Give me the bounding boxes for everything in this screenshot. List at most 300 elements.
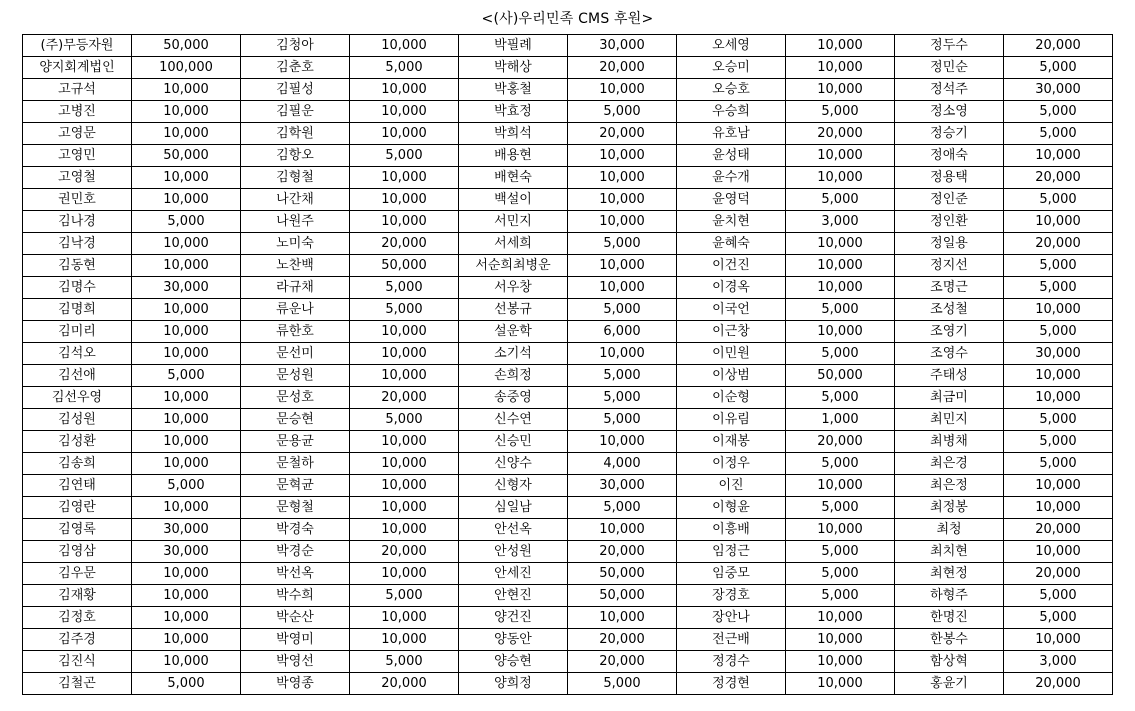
donor-name-cell: 고영민 bbox=[23, 145, 132, 167]
donation-amount-cell: 10,000 bbox=[568, 343, 677, 365]
donation-amount-cell: 10,000 bbox=[132, 651, 241, 673]
donor-name-cell: 김선우영 bbox=[23, 387, 132, 409]
donation-amount-cell: 10,000 bbox=[132, 321, 241, 343]
donation-amount-cell: 10,000 bbox=[350, 123, 459, 145]
table-row bbox=[23, 431, 1113, 453]
donation-amount-cell: 10,000 bbox=[1004, 541, 1113, 563]
donor-name-cell: 서순희최병운 bbox=[459, 255, 568, 277]
donor-name-cell: 박희석 bbox=[459, 123, 568, 145]
donor-name-cell: 윤영덕 bbox=[677, 189, 786, 211]
donation-amount-cell: 20,000 bbox=[1004, 673, 1113, 695]
donation-amount-cell: 5,000 bbox=[1004, 189, 1113, 211]
donor-name-cell: 김형철 bbox=[241, 167, 350, 189]
donor-name-cell: 김연태 bbox=[23, 475, 132, 497]
donor-name-cell: 장안나 bbox=[677, 607, 786, 629]
donation-amount-cell: 10,000 bbox=[568, 189, 677, 211]
donation-amount-cell: 30,000 bbox=[132, 277, 241, 299]
donation-amount-cell: 10,000 bbox=[132, 101, 241, 123]
donation-amount-cell: 5,000 bbox=[1004, 585, 1113, 607]
donation-amount-cell: 5,000 bbox=[350, 651, 459, 673]
donor-name-cell: 임중모 bbox=[677, 563, 786, 585]
donor-name-cell: 김석오 bbox=[23, 343, 132, 365]
table-row bbox=[23, 343, 1113, 365]
donor-name-cell: 김명희 bbox=[23, 299, 132, 321]
donation-amount-cell: 10,000 bbox=[350, 167, 459, 189]
donor-name-cell: 신승민 bbox=[459, 431, 568, 453]
donation-amount-cell: 10,000 bbox=[786, 629, 895, 651]
donor-name-cell: 윤수개 bbox=[677, 167, 786, 189]
donor-name-cell: 이형윤 bbox=[677, 497, 786, 519]
donation-amount-cell: 5,000 bbox=[132, 365, 241, 387]
donor-name-cell: 문형철 bbox=[241, 497, 350, 519]
donor-name-cell: 노미숙 bbox=[241, 233, 350, 255]
donor-name-cell: 이유림 bbox=[677, 409, 786, 431]
donation-amount-cell: 5,000 bbox=[786, 563, 895, 585]
donor-name-cell: 조영기 bbox=[895, 321, 1004, 343]
donation-amount-cell: 20,000 bbox=[1004, 167, 1113, 189]
donation-amount-cell: 10,000 bbox=[568, 79, 677, 101]
donation-amount-cell: 30,000 bbox=[132, 541, 241, 563]
donor-name-cell: 이진 bbox=[677, 475, 786, 497]
donation-amount-cell: 5,000 bbox=[568, 497, 677, 519]
donation-amount-cell: 10,000 bbox=[350, 431, 459, 453]
donation-amount-cell: 5,000 bbox=[350, 57, 459, 79]
donation-amount-cell: 10,000 bbox=[568, 431, 677, 453]
donor-name-cell: 김학원 bbox=[241, 123, 350, 145]
donor-name-cell: 윤혜숙 bbox=[677, 233, 786, 255]
donor-name-cell: 최금미 bbox=[895, 387, 1004, 409]
donor-name-cell: 김동현 bbox=[23, 255, 132, 277]
donor-name-cell: 최은경 bbox=[895, 453, 1004, 475]
donation-amount-cell: 10,000 bbox=[1004, 145, 1113, 167]
donation-amount-cell: 10,000 bbox=[350, 453, 459, 475]
donation-amount-cell: 10,000 bbox=[350, 79, 459, 101]
donor-name-cell: 오세영 bbox=[677, 35, 786, 57]
donor-name-cell: 이국언 bbox=[677, 299, 786, 321]
donation-amount-cell: 3,000 bbox=[786, 211, 895, 233]
donor-name-cell: 김나경 bbox=[23, 211, 132, 233]
donation-amount-cell: 10,000 bbox=[786, 475, 895, 497]
donation-amount-cell: 10,000 bbox=[568, 167, 677, 189]
donation-amount-cell: 5,000 bbox=[350, 585, 459, 607]
table-row bbox=[23, 145, 1113, 167]
donor-name-cell: 김영록 bbox=[23, 519, 132, 541]
donation-amount-cell: 10,000 bbox=[568, 277, 677, 299]
donation-amount-cell: 10,000 bbox=[132, 233, 241, 255]
donor-name-cell: 안현진 bbox=[459, 585, 568, 607]
donation-amount-cell: 5,000 bbox=[1004, 453, 1113, 475]
donor-name-cell: 문철하 bbox=[241, 453, 350, 475]
donation-amount-cell: 5,000 bbox=[568, 387, 677, 409]
donation-amount-cell: 10,000 bbox=[132, 299, 241, 321]
table-row bbox=[23, 519, 1113, 541]
donor-name-cell: 배용현 bbox=[459, 145, 568, 167]
donation-amount-cell: 5,000 bbox=[786, 585, 895, 607]
donor-name-cell: 류운나 bbox=[241, 299, 350, 321]
donor-name-cell: 김명수 bbox=[23, 277, 132, 299]
donation-amount-cell: 10,000 bbox=[132, 453, 241, 475]
donation-amount-cell: 5,000 bbox=[786, 101, 895, 123]
donor-name-cell: 김주경 bbox=[23, 629, 132, 651]
table-row bbox=[23, 277, 1113, 299]
donor-name-cell: 정인환 bbox=[895, 211, 1004, 233]
donation-amount-cell: 5,000 bbox=[350, 277, 459, 299]
donation-amount-cell: 20,000 bbox=[350, 233, 459, 255]
donation-amount-cell: 30,000 bbox=[568, 475, 677, 497]
donor-name-cell: 박홍철 bbox=[459, 79, 568, 101]
donation-amount-cell: 10,000 bbox=[132, 585, 241, 607]
donor-name-cell: 양희정 bbox=[459, 673, 568, 695]
donor-name-cell: 박영미 bbox=[241, 629, 350, 651]
donor-name-cell: 고영문 bbox=[23, 123, 132, 145]
donor-name-cell: 심일남 bbox=[459, 497, 568, 519]
table-row bbox=[23, 387, 1113, 409]
donor-name-cell: 정애숙 bbox=[895, 145, 1004, 167]
table-row bbox=[23, 255, 1113, 277]
donation-amount-cell: 10,000 bbox=[350, 365, 459, 387]
donation-amount-cell: 20,000 bbox=[786, 431, 895, 453]
donation-amount-cell: 5,000 bbox=[1004, 277, 1113, 299]
donor-name-cell: 문용균 bbox=[241, 431, 350, 453]
donation-amount-cell: 10,000 bbox=[786, 321, 895, 343]
donor-name-cell: 박경순 bbox=[241, 541, 350, 563]
donation-amount-cell: 10,000 bbox=[350, 321, 459, 343]
donor-name-cell: 안세진 bbox=[459, 563, 568, 585]
donor-name-cell: 이순형 bbox=[677, 387, 786, 409]
donation-amount-cell: 5,000 bbox=[132, 673, 241, 695]
donation-amount-cell: 10,000 bbox=[1004, 497, 1113, 519]
donor-name-cell: (주)무등자원 bbox=[23, 35, 132, 57]
donation-amount-cell: 10,000 bbox=[350, 519, 459, 541]
donation-amount-cell: 10,000 bbox=[786, 277, 895, 299]
donor-name-cell: 최청 bbox=[895, 519, 1004, 541]
donor-name-cell: 신수연 bbox=[459, 409, 568, 431]
donation-amount-cell: 20,000 bbox=[350, 541, 459, 563]
donation-amount-cell: 10,000 bbox=[786, 57, 895, 79]
donor-name-cell: 김재황 bbox=[23, 585, 132, 607]
donor-name-cell: 김영삼 bbox=[23, 541, 132, 563]
donation-amount-cell: 20,000 bbox=[1004, 519, 1113, 541]
donation-amount-cell: 5,000 bbox=[1004, 431, 1113, 453]
donation-amount-cell: 5,000 bbox=[786, 343, 895, 365]
donor-name-cell: 우승희 bbox=[677, 101, 786, 123]
donor-name-cell: 전근배 bbox=[677, 629, 786, 651]
donor-name-cell: 송중영 bbox=[459, 387, 568, 409]
donation-amount-cell: 10,000 bbox=[350, 343, 459, 365]
donation-amount-cell: 10,000 bbox=[786, 167, 895, 189]
donation-amount-cell: 20,000 bbox=[568, 123, 677, 145]
donor-name-cell: 장경호 bbox=[677, 585, 786, 607]
donation-amount-cell: 10,000 bbox=[132, 123, 241, 145]
table-row bbox=[23, 299, 1113, 321]
donation-amount-cell: 50,000 bbox=[132, 35, 241, 57]
table-row bbox=[23, 211, 1113, 233]
donation-amount-cell: 10,000 bbox=[1004, 387, 1113, 409]
donation-amount-cell: 10,000 bbox=[786, 79, 895, 101]
table-row bbox=[23, 673, 1113, 695]
donation-amount-cell: 5,000 bbox=[132, 475, 241, 497]
donor-name-cell: 서민지 bbox=[459, 211, 568, 233]
donor-name-cell: 박효정 bbox=[459, 101, 568, 123]
donation-amount-cell: 10,000 bbox=[786, 651, 895, 673]
donor-name-cell: 김필운 bbox=[241, 101, 350, 123]
table-row bbox=[23, 629, 1113, 651]
donation-amount-cell: 5,000 bbox=[786, 497, 895, 519]
donor-name-cell: 홍윤기 bbox=[895, 673, 1004, 695]
donor-name-cell: 한명진 bbox=[895, 607, 1004, 629]
table-row bbox=[23, 123, 1113, 145]
donation-amount-cell: 5,000 bbox=[1004, 57, 1113, 79]
donor-name-cell: 고규석 bbox=[23, 79, 132, 101]
donation-amount-cell: 20,000 bbox=[1004, 233, 1113, 255]
donation-amount-cell: 10,000 bbox=[132, 387, 241, 409]
donation-amount-cell: 10,000 bbox=[786, 673, 895, 695]
donation-amount-cell: 1,000 bbox=[786, 409, 895, 431]
donor-name-cell: 최병채 bbox=[895, 431, 1004, 453]
table-row bbox=[23, 101, 1113, 123]
donor-name-cell: 주태성 bbox=[895, 365, 1004, 387]
donation-amount-cell: 5,000 bbox=[568, 673, 677, 695]
donor-name-cell: 박선옥 bbox=[241, 563, 350, 585]
donation-amount-cell: 10,000 bbox=[132, 255, 241, 277]
donation-amount-cell: 20,000 bbox=[350, 673, 459, 695]
donor-name-cell: 신형자 bbox=[459, 475, 568, 497]
donor-name-cell: 박필례 bbox=[459, 35, 568, 57]
donor-name-cell: 박영선 bbox=[241, 651, 350, 673]
donation-amount-cell: 5,000 bbox=[350, 409, 459, 431]
donor-name-cell: 하형주 bbox=[895, 585, 1004, 607]
donation-amount-cell: 10,000 bbox=[786, 145, 895, 167]
table-row bbox=[23, 607, 1113, 629]
donation-amount-cell: 5,000 bbox=[568, 409, 677, 431]
donor-table bbox=[22, 34, 1113, 695]
donation-amount-cell: 10,000 bbox=[568, 211, 677, 233]
donation-amount-cell: 20,000 bbox=[568, 651, 677, 673]
donation-amount-cell: 10,000 bbox=[132, 431, 241, 453]
donor-name-cell: 김미리 bbox=[23, 321, 132, 343]
donor-name-cell: 박경숙 bbox=[241, 519, 350, 541]
donor-name-cell: 조명근 bbox=[895, 277, 1004, 299]
donor-name-cell: 박수희 bbox=[241, 585, 350, 607]
donation-amount-cell: 50,000 bbox=[786, 365, 895, 387]
donor-name-cell: 이경옥 bbox=[677, 277, 786, 299]
donation-amount-cell: 5,000 bbox=[568, 299, 677, 321]
donor-name-cell: 박해상 bbox=[459, 57, 568, 79]
donor-name-cell: 설운학 bbox=[459, 321, 568, 343]
donor-name-cell: 함상혁 bbox=[895, 651, 1004, 673]
donor-name-cell: 정석주 bbox=[895, 79, 1004, 101]
donation-amount-cell: 10,000 bbox=[568, 255, 677, 277]
donor-name-cell: 최현정 bbox=[895, 563, 1004, 585]
donation-amount-cell: 5,000 bbox=[1004, 321, 1113, 343]
donation-amount-cell: 10,000 bbox=[132, 629, 241, 651]
donation-amount-cell: 5,000 bbox=[1004, 409, 1113, 431]
donation-amount-cell: 5,000 bbox=[132, 211, 241, 233]
donor-name-cell: 한봉수 bbox=[895, 629, 1004, 651]
donation-amount-cell: 5,000 bbox=[568, 365, 677, 387]
donor-name-cell: 정승기 bbox=[895, 123, 1004, 145]
donor-name-cell: 권민호 bbox=[23, 189, 132, 211]
donation-amount-cell: 10,000 bbox=[350, 629, 459, 651]
donation-amount-cell: 20,000 bbox=[1004, 35, 1113, 57]
donor-name-cell: 조성철 bbox=[895, 299, 1004, 321]
donor-name-cell: 김진식 bbox=[23, 651, 132, 673]
donation-amount-cell: 10,000 bbox=[350, 35, 459, 57]
donor-name-cell: 문성원 bbox=[241, 365, 350, 387]
table-row bbox=[23, 79, 1113, 101]
donation-amount-cell: 3,000 bbox=[1004, 651, 1113, 673]
donation-amount-cell: 5,000 bbox=[568, 233, 677, 255]
donation-amount-cell: 5,000 bbox=[1004, 123, 1113, 145]
donor-name-cell: 김춘호 bbox=[241, 57, 350, 79]
donor-name-cell: 선봉규 bbox=[459, 299, 568, 321]
donor-name-cell: 이정우 bbox=[677, 453, 786, 475]
donor-name-cell: 정민순 bbox=[895, 57, 1004, 79]
donor-name-cell: 문선미 bbox=[241, 343, 350, 365]
donation-amount-cell: 5,000 bbox=[1004, 607, 1113, 629]
donor-name-cell: 김선애 bbox=[23, 365, 132, 387]
donor-name-cell: 김청아 bbox=[241, 35, 350, 57]
donor-name-cell: 최민지 bbox=[895, 409, 1004, 431]
donor-name-cell: 정소영 bbox=[895, 101, 1004, 123]
table-row bbox=[23, 35, 1113, 57]
donor-table-body bbox=[23, 35, 1113, 695]
table-row bbox=[23, 365, 1113, 387]
donation-amount-cell: 10,000 bbox=[132, 189, 241, 211]
donation-amount-cell: 10,000 bbox=[132, 497, 241, 519]
donor-name-cell: 김성환 bbox=[23, 431, 132, 453]
donor-name-cell: 이건진 bbox=[677, 255, 786, 277]
donor-name-cell: 오승미 bbox=[677, 57, 786, 79]
donation-amount-cell: 10,000 bbox=[132, 343, 241, 365]
donation-amount-cell: 20,000 bbox=[1004, 563, 1113, 585]
donor-name-cell: 신양수 bbox=[459, 453, 568, 475]
table-row bbox=[23, 541, 1113, 563]
donation-amount-cell: 30,000 bbox=[568, 35, 677, 57]
table-row bbox=[23, 651, 1113, 673]
donor-name-cell: 이재봉 bbox=[677, 431, 786, 453]
donor-name-cell: 노찬백 bbox=[241, 255, 350, 277]
table-row bbox=[23, 409, 1113, 431]
donation-amount-cell: 4,000 bbox=[568, 453, 677, 475]
table-row bbox=[23, 189, 1113, 211]
donation-amount-cell: 10,000 bbox=[1004, 211, 1113, 233]
donor-name-cell: 소기석 bbox=[459, 343, 568, 365]
donation-amount-cell: 10,000 bbox=[350, 101, 459, 123]
donation-amount-cell: 20,000 bbox=[568, 57, 677, 79]
donor-name-cell: 윤치현 bbox=[677, 211, 786, 233]
donation-amount-cell: 5,000 bbox=[350, 145, 459, 167]
donor-name-cell: 문승현 bbox=[241, 409, 350, 431]
donor-name-cell: 정두수 bbox=[895, 35, 1004, 57]
donor-name-cell: 김낙경 bbox=[23, 233, 132, 255]
donation-amount-cell: 10,000 bbox=[568, 145, 677, 167]
donation-amount-cell: 10,000 bbox=[568, 519, 677, 541]
donation-amount-cell: 10,000 bbox=[132, 409, 241, 431]
donation-amount-cell: 10,000 bbox=[1004, 629, 1113, 651]
page-title: <(사)우리민족 CMS 후원> bbox=[481, 11, 654, 27]
donor-name-cell: 김성원 bbox=[23, 409, 132, 431]
donation-amount-cell: 30,000 bbox=[132, 519, 241, 541]
table-row bbox=[23, 57, 1113, 79]
donor-name-cell: 양지회계법인 bbox=[23, 57, 132, 79]
donation-amount-cell: 10,000 bbox=[1004, 365, 1113, 387]
donor-name-cell: 김필성 bbox=[241, 79, 350, 101]
donation-amount-cell: 5,000 bbox=[786, 541, 895, 563]
donation-amount-cell: 5,000 bbox=[568, 101, 677, 123]
donor-name-cell: 문혁균 bbox=[241, 475, 350, 497]
donor-name-cell: 배현숙 bbox=[459, 167, 568, 189]
donor-name-cell: 오승호 bbox=[677, 79, 786, 101]
donor-name-cell: 김정호 bbox=[23, 607, 132, 629]
donor-name-cell: 서세희 bbox=[459, 233, 568, 255]
donor-name-cell: 박영종 bbox=[241, 673, 350, 695]
donor-name-cell: 임정근 bbox=[677, 541, 786, 563]
donor-name-cell: 손희정 bbox=[459, 365, 568, 387]
donor-name-cell: 김철곤 bbox=[23, 673, 132, 695]
donation-amount-cell: 100,000 bbox=[132, 57, 241, 79]
donor-name-cell: 이민원 bbox=[677, 343, 786, 365]
donor-name-cell: 김항오 bbox=[241, 145, 350, 167]
donation-amount-cell: 10,000 bbox=[350, 475, 459, 497]
table-row bbox=[23, 497, 1113, 519]
donation-amount-cell: 30,000 bbox=[1004, 79, 1113, 101]
donor-name-cell: 문성호 bbox=[241, 387, 350, 409]
table-row bbox=[23, 321, 1113, 343]
donor-name-cell: 양동안 bbox=[459, 629, 568, 651]
donation-amount-cell: 50,000 bbox=[568, 563, 677, 585]
donation-amount-cell: 50,000 bbox=[132, 145, 241, 167]
donor-name-cell: 양건진 bbox=[459, 607, 568, 629]
donor-name-cell: 고병진 bbox=[23, 101, 132, 123]
donor-name-cell: 이상범 bbox=[677, 365, 786, 387]
donation-amount-cell: 10,000 bbox=[568, 607, 677, 629]
donation-amount-cell: 10,000 bbox=[350, 607, 459, 629]
donation-amount-cell: 10,000 bbox=[786, 607, 895, 629]
donor-name-cell: 정지선 bbox=[895, 255, 1004, 277]
donor-name-cell: 김영란 bbox=[23, 497, 132, 519]
donation-amount-cell: 5,000 bbox=[786, 453, 895, 475]
donation-amount-cell: 5,000 bbox=[1004, 101, 1113, 123]
donor-name-cell: 안선옥 bbox=[459, 519, 568, 541]
donation-amount-cell: 5,000 bbox=[786, 189, 895, 211]
donation-amount-cell: 5,000 bbox=[1004, 255, 1113, 277]
donation-amount-cell: 10,000 bbox=[132, 563, 241, 585]
donor-name-cell: 최정봉 bbox=[895, 497, 1004, 519]
donation-amount-cell: 10,000 bbox=[1004, 299, 1113, 321]
donation-amount-cell: 20,000 bbox=[786, 123, 895, 145]
donation-amount-cell: 50,000 bbox=[350, 255, 459, 277]
donor-name-cell: 정용택 bbox=[895, 167, 1004, 189]
donation-amount-cell: 10,000 bbox=[1004, 475, 1113, 497]
donation-amount-cell: 50,000 bbox=[568, 585, 677, 607]
donor-name-cell: 박순산 bbox=[241, 607, 350, 629]
donor-name-cell: 이근창 bbox=[677, 321, 786, 343]
donor-name-cell: 정경수 bbox=[677, 651, 786, 673]
donation-amount-cell: 10,000 bbox=[786, 519, 895, 541]
donation-amount-cell: 10,000 bbox=[786, 233, 895, 255]
donor-name-cell: 라규채 bbox=[241, 277, 350, 299]
donor-name-cell: 이흥배 bbox=[677, 519, 786, 541]
donor-name-cell: 정일용 bbox=[895, 233, 1004, 255]
donation-amount-cell: 10,000 bbox=[350, 563, 459, 585]
table-row bbox=[23, 475, 1113, 497]
donation-amount-cell: 5,000 bbox=[786, 299, 895, 321]
donor-name-cell: 안성원 bbox=[459, 541, 568, 563]
donation-amount-cell: 5,000 bbox=[786, 387, 895, 409]
donation-amount-cell: 10,000 bbox=[132, 79, 241, 101]
donation-amount-cell: 10,000 bbox=[786, 35, 895, 57]
